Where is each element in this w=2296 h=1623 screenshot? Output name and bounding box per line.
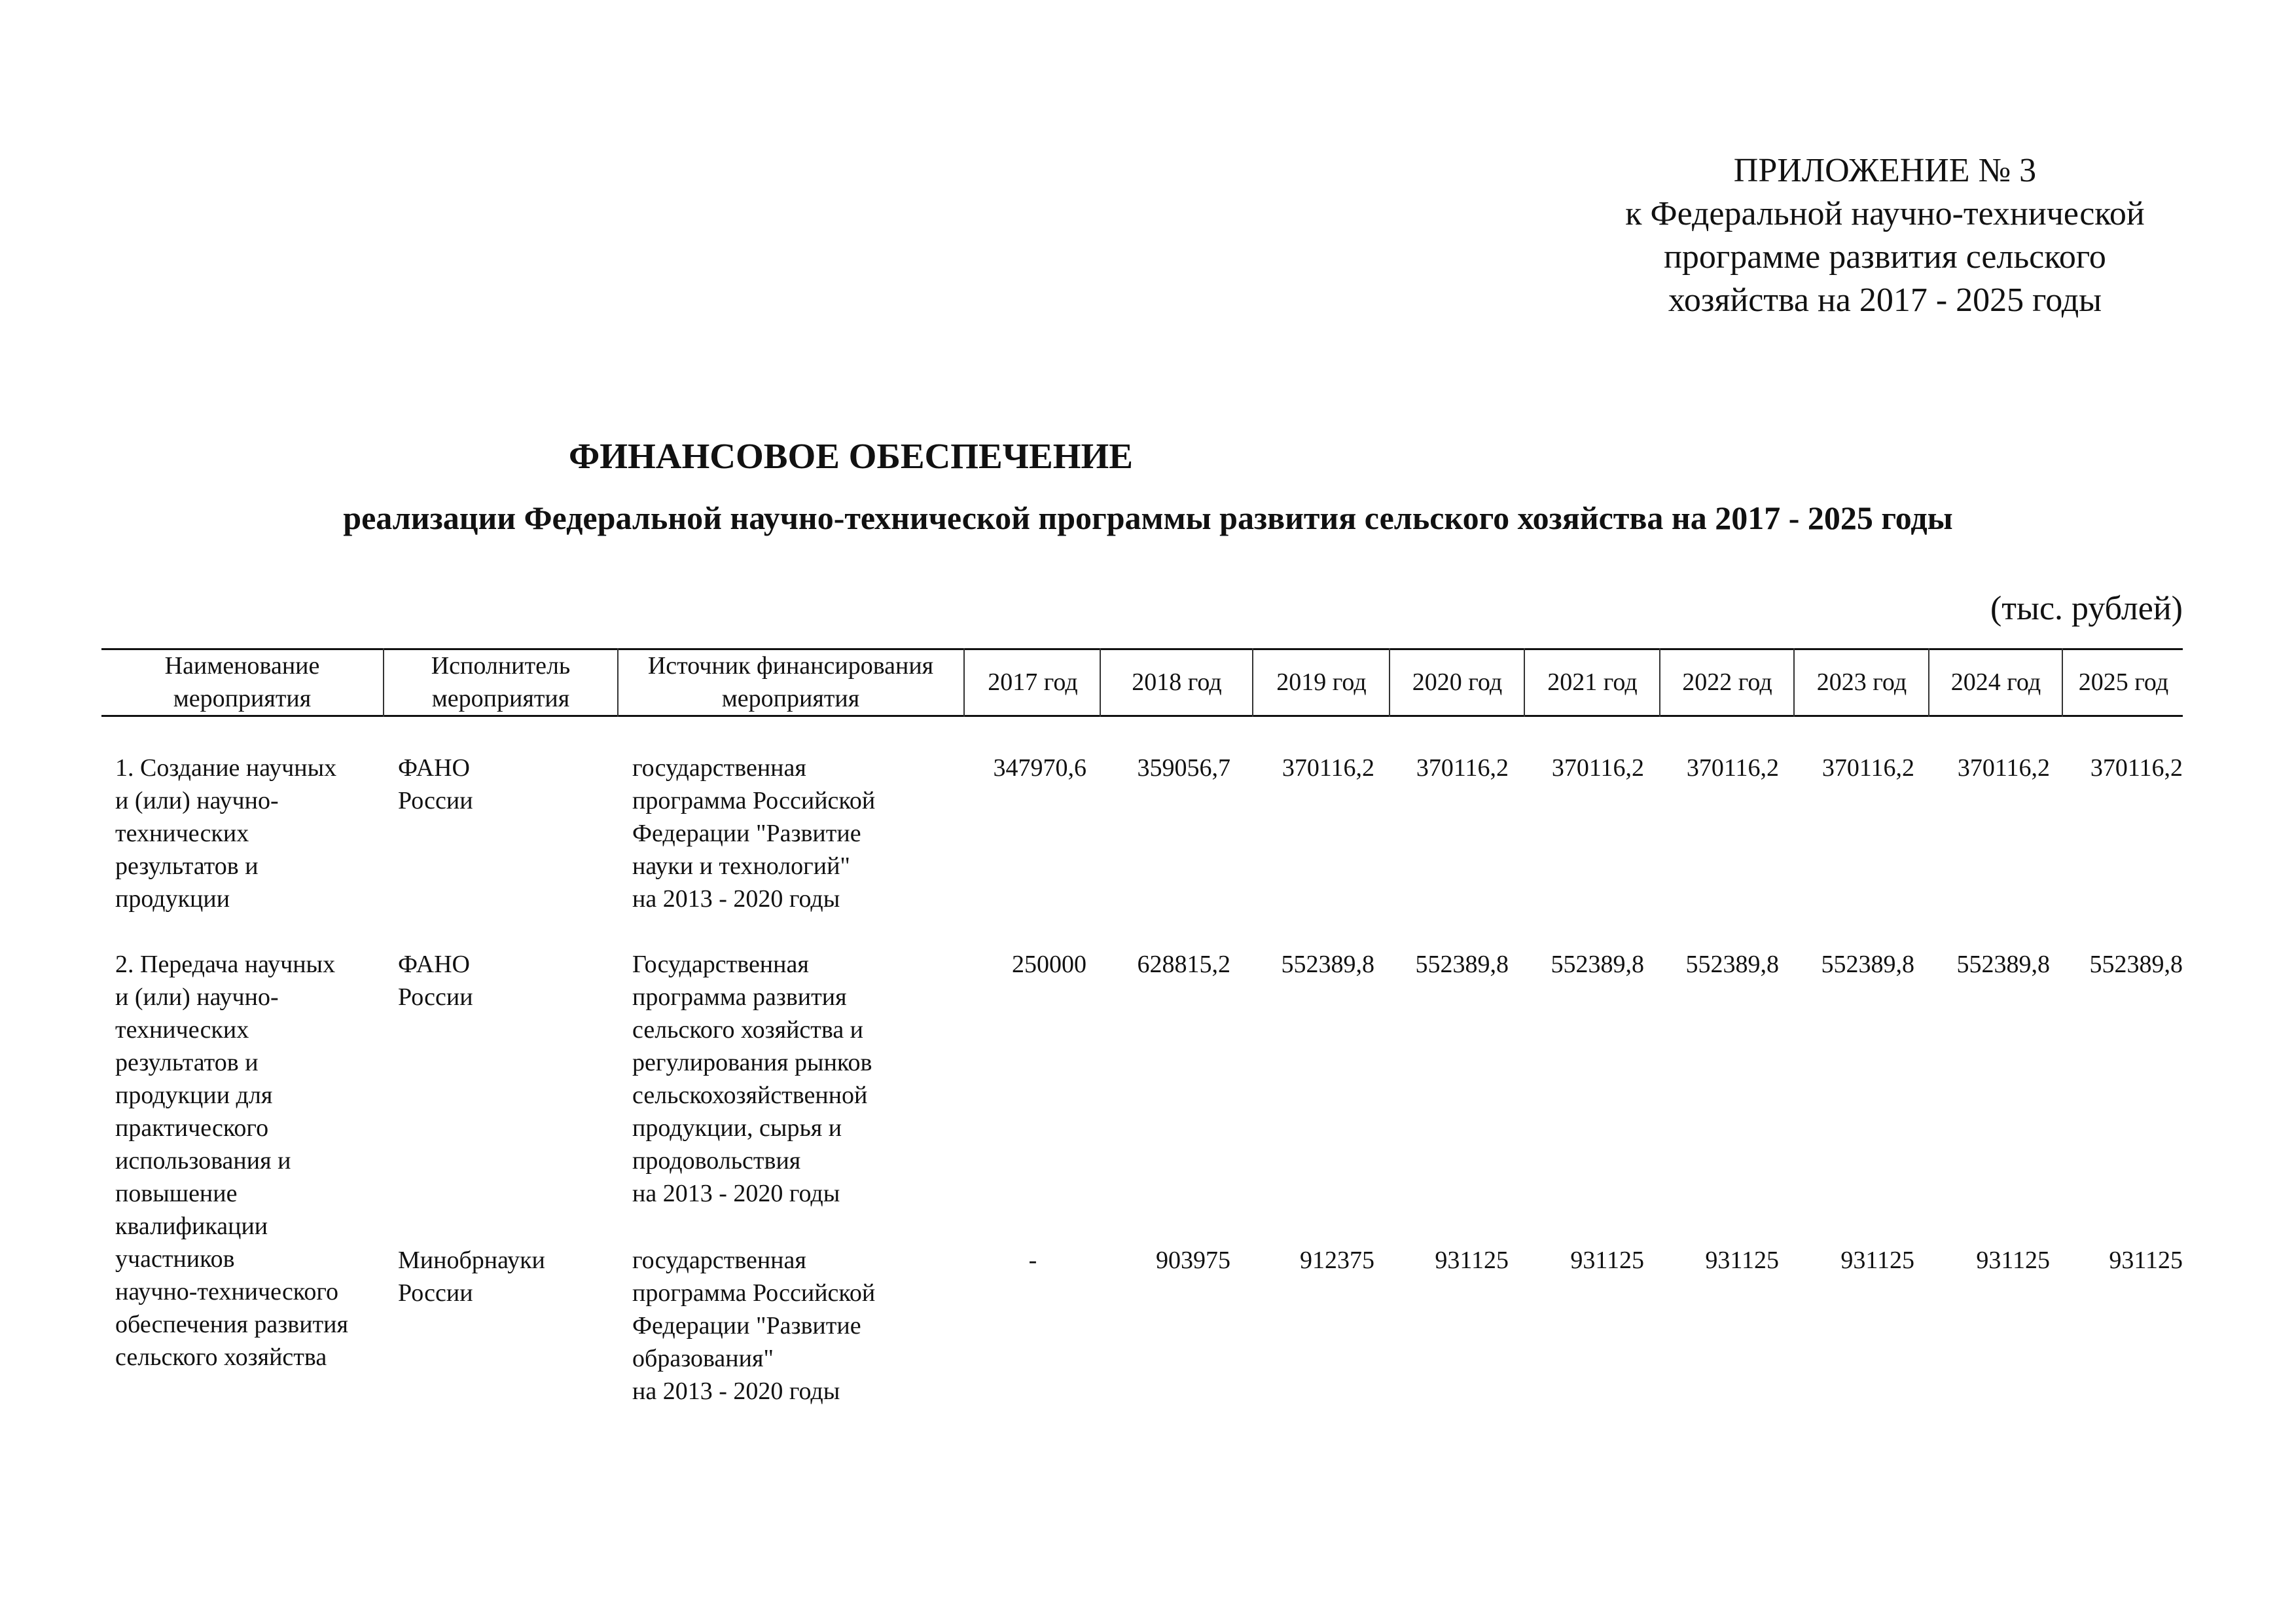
row-source: на 2013 - 2020 годы [632,1377,840,1405]
header-year: 2024 год [1950,668,2041,696]
row-source: продовольствия [632,1147,801,1175]
column-divider [1793,648,1795,717]
appendix-number: ПРИЛОЖЕНИЕ № 3 [1733,152,2037,189]
appendix-line: к Федеральной научно-технической [1625,195,2145,232]
row-name: результатов и [115,1049,259,1076]
row-name: и (или) научно- [115,787,279,814]
row-name: технических [115,820,249,847]
row-name: практического [115,1114,269,1142]
row-value: 370116,2 [1957,754,2050,782]
row-source: продукции, сырья и [632,1114,842,1142]
appendix-line: программе развития сельского [1664,238,2106,276]
row-source: Федерации "Развитие [632,1312,861,1340]
row-source: на 2013 - 2020 годы [632,885,840,913]
row-source: Федерации "Развитие [632,820,861,847]
column-divider [963,648,965,717]
column-divider [617,648,619,717]
row-value: 552389,8 [1685,951,1779,978]
row-source: Государственная [632,951,809,978]
row-value: 931125 [1435,1247,1509,1274]
row-value: 931125 [1840,1247,1914,1274]
row-name: участников [115,1245,235,1273]
row-source: программа Российской [632,1279,876,1307]
header-year: 2025 год [2078,668,2169,696]
row-name: научно-технического [115,1278,338,1305]
row-value: 931125 [1705,1247,1779,1274]
row-name: технических [115,1016,249,1044]
row-name: использования и [115,1147,291,1175]
row-value: 628815,2 [1137,951,1230,978]
header-year: 2021 год [1547,668,1638,696]
document-title: ФИНАНСОВОЕ ОБЕСПЕЧЕНИЕ [568,436,1133,476]
row-value: 370116,2 [1821,754,1914,782]
row-value: 370116,2 [1282,754,1374,782]
row-source: образования" [632,1345,774,1372]
row-executor: России [398,787,473,814]
header-year: 2023 год [1816,668,1907,696]
header-year: 2022 год [1682,668,1772,696]
row-value: 552389,8 [1281,951,1374,978]
column-divider [1524,648,1525,717]
row-executor: ФАНО [398,754,470,782]
header-year: 2017 год [988,668,1078,696]
header-name: Наименование [164,652,320,680]
header-name: мероприятия [173,685,312,712]
row-name: 2. Передача научных [115,951,336,978]
column-divider [2062,648,2063,717]
row-source: сельского хозяйства и [632,1016,864,1044]
row-value: 370116,2 [1686,754,1779,782]
row-name: квалификации [115,1213,268,1240]
table-header-rule [101,715,2183,717]
row-value: 359056,7 [1137,754,1230,782]
row-source: государственная [632,754,806,782]
row-value: 903975 [1156,1247,1230,1274]
row-value: 370116,2 [1416,754,1509,782]
header-source: Источник финансирования [647,652,934,680]
row-value: 931125 [1976,1247,2050,1274]
row-source: науки и технологий" [632,852,850,880]
column-divider [383,648,384,717]
row-value: 552389,8 [1551,951,1644,978]
column-divider [1100,648,1101,717]
row-value: 370116,2 [1551,754,1644,782]
row-value: 552389,8 [1956,951,2050,978]
row-source: на 2013 - 2020 годы [632,1180,840,1207]
row-executor: России [398,983,473,1011]
appendix-block [1558,149,2212,322]
header-year: 2019 год [1276,668,1367,696]
units-label: (тыс. рублей) [1990,590,2183,627]
row-value: 250000 [1012,951,1086,978]
row-value: 370116,2 [2090,754,2183,782]
row-value: 931125 [1570,1247,1644,1274]
row-name: и (или) научно- [115,983,279,1011]
row-name: результатов и [115,852,259,880]
row-source: программа развития [632,983,847,1011]
header-executor: Исполнитель [431,652,571,680]
row-name: обеспечения развития [115,1311,348,1338]
header-source: мероприятия [721,685,860,712]
column-divider [1389,648,1390,717]
row-value: 552389,8 [2089,951,2183,978]
row-value: 931125 [2109,1247,2183,1274]
row-source: сельскохозяйственной [632,1082,868,1109]
column-divider [1928,648,1929,717]
row-name: сельского хозяйства [115,1343,327,1371]
row-name: 1. Создание научных [115,754,337,782]
header-year: 2018 год [1132,668,1222,696]
row-value: 552389,8 [1821,951,1914,978]
row-name: продукции [115,885,230,913]
row-value: - [1028,1247,1037,1274]
appendix-line: хозяйства на 2017 - 2025 годы [1668,282,2102,319]
row-source: программа Российской [632,787,876,814]
header-year: 2020 год [1412,668,1503,696]
row-name: повышение [115,1180,238,1207]
row-value: 912375 [1300,1247,1374,1274]
row-source: регулирования рынков [632,1049,872,1076]
header-executor: мероприятия [431,685,570,712]
row-executor: ФАНО [398,951,470,978]
row-executor: Минобрнауки [398,1247,545,1274]
row-value: 347970,6 [993,754,1086,782]
row-source: государственная [632,1247,806,1274]
row-name: продукции для [115,1082,273,1109]
column-divider [1252,648,1253,717]
row-executor: России [398,1279,473,1307]
column-divider [1659,648,1660,717]
row-value: 552389,8 [1415,951,1509,978]
document-subtitle: реализации Федеральной научно-технической программы развития сельского хозяйства на 2017 - 2025 годы [343,500,1953,536]
